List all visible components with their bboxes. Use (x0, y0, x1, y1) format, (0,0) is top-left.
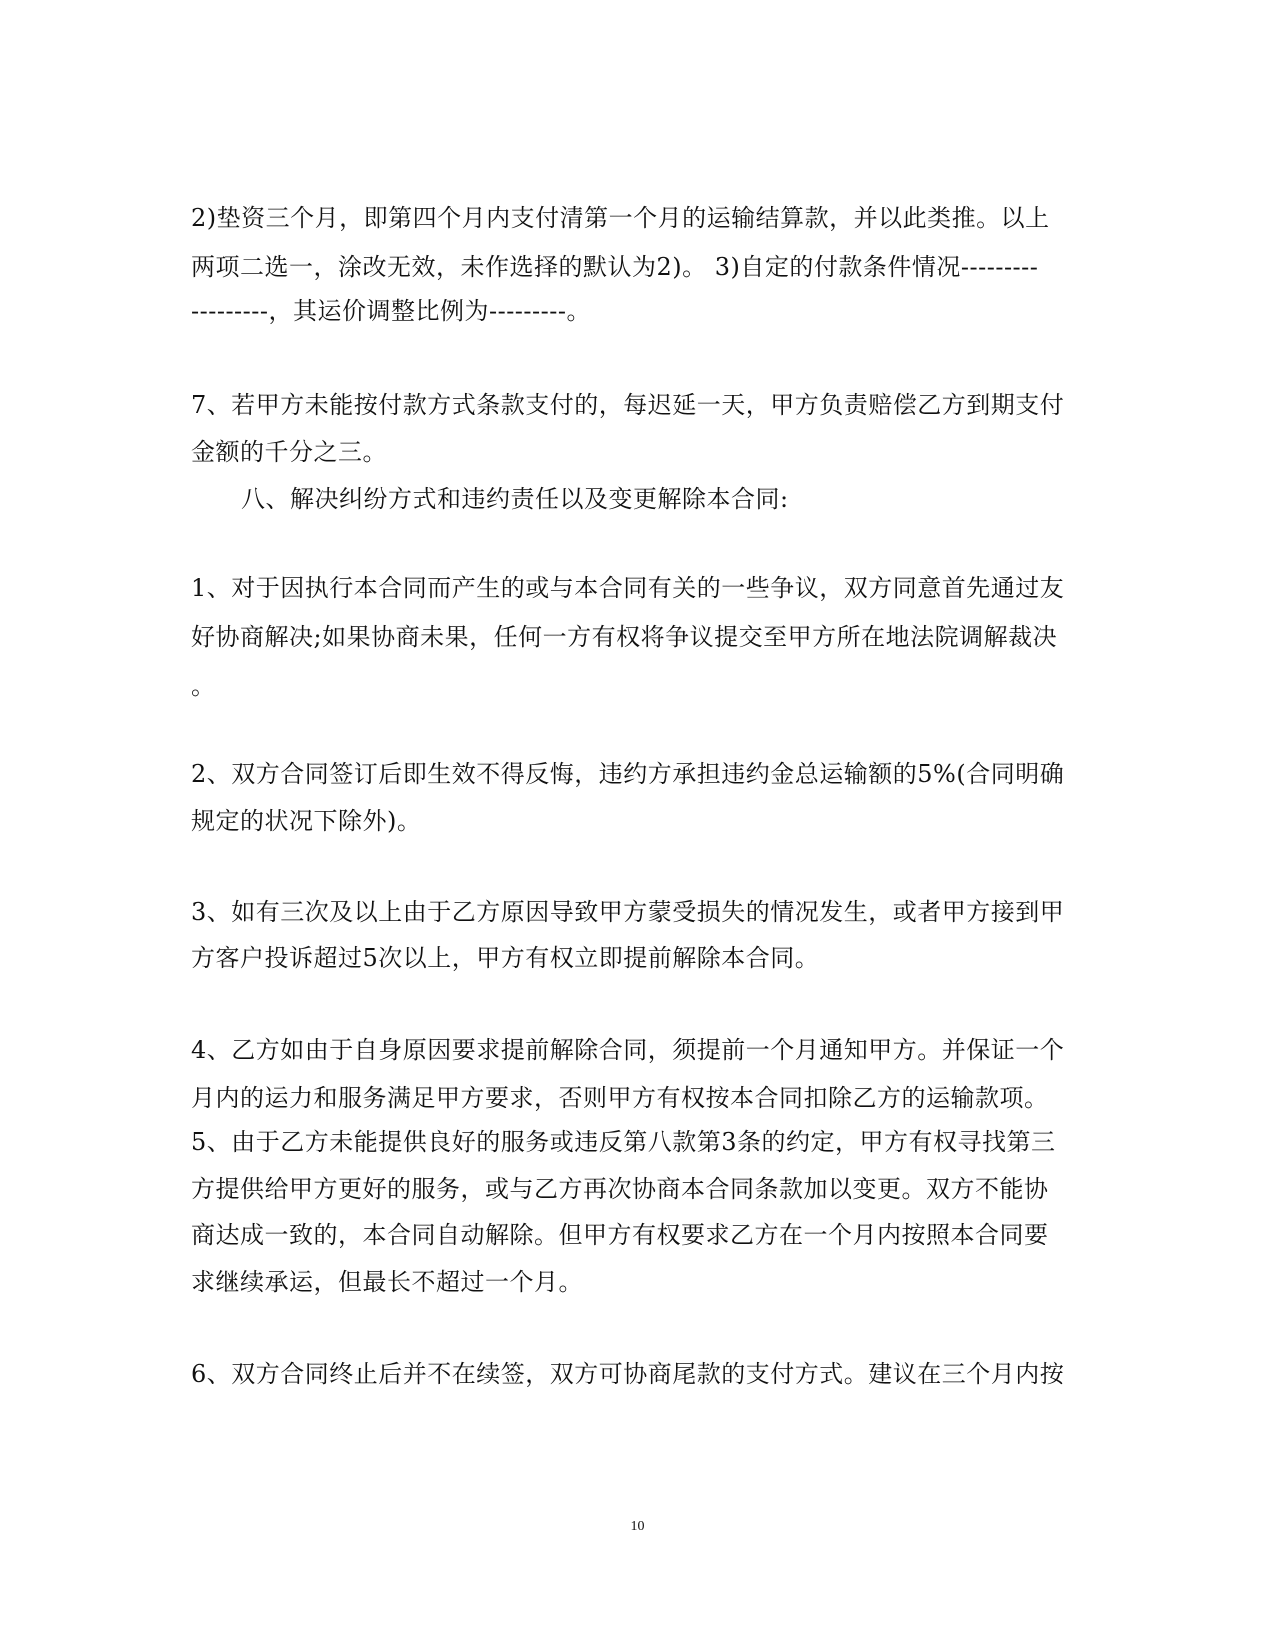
text-line: 方提供给甲方更好的服务，或与乙方再次协商本合同条款加以变更。双方不能协 (191, 1175, 1049, 1203)
text-line: 方客户投诉超过5次以上，甲方有权立即提前解除本合同。 (191, 944, 820, 972)
text-line: 1、对于因执行本合同而产生的或与本合同有关的一些争议，双方同意首先通过友 (191, 574, 1065, 602)
text-line: 两项二选一，涂改无效，未作选择的默认为2)。 3)自定的付款条件情况--------- (191, 253, 1039, 281)
text-line: 求继续承运，但最长不超过一个月。 (191, 1268, 583, 1296)
text-line: 6、双方合同终止后并不在续签，双方可协商尾款的支付方式。建议在三个月内按 (191, 1360, 1065, 1388)
text-line: 5、由于乙方未能提供良好的服务或违反第八款第3条的约定，甲方有权寻找第三 (191, 1128, 1056, 1156)
page-number: 10 (630, 1519, 645, 1534)
text-line: 3、如有三次及以上由于乙方原因导致甲方蒙受损失的情况发生，或者甲方接到甲 (191, 898, 1065, 926)
text-line: 2)垫资三个月，即第四个月内支付清第一个月的运输结算款，并以此类推。以上 (191, 204, 1050, 232)
text-line: 金额的千分之三。 (191, 438, 387, 466)
text-line: 商达成一致的，本合同自动解除。但甲方有权要求乙方在一个月内按照本合同要 (191, 1221, 1049, 1249)
text-line: 2、双方合同签订后即生效不得反悔，违约方承担违约金总运输额的5%(合同明确 (191, 760, 1065, 788)
text-line: 4、乙方如由于自身原因要求提前解除合同，须提前一个月通知甲方。并保证一个 (191, 1036, 1065, 1064)
text-line: 规定的状况下除外)。 (191, 807, 422, 835)
text-line: 月内的运力和服务满足甲方要求，否则甲方有权按本合同扣除乙方的运输款项。 (191, 1084, 1049, 1112)
section-heading: 八、解决纠纷方式和违约责任以及变更解除本合同: (241, 485, 789, 513)
text-line: 。 (191, 672, 216, 700)
text-line: 7、若甲方未能按付款方式条款支付的，每迟延一天，甲方负责赔偿乙方到期支付 (191, 391, 1065, 419)
text-line: 好协商解决;如果协商未果，任何一方有权将争议提交至甲方所在地法院调解裁决 (191, 623, 1058, 651)
text-line: ---------，其运价调整比例为---------。 (191, 297, 591, 325)
